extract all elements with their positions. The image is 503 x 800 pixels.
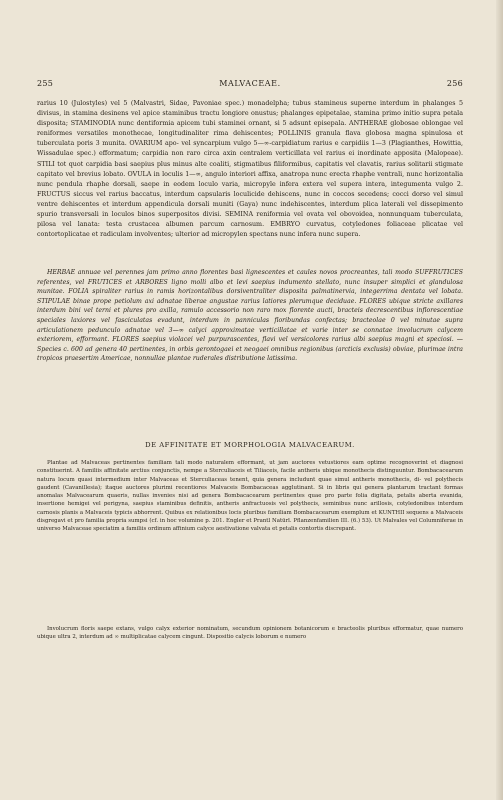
running-header <box>37 79 463 91</box>
page-number-left: 255 <box>37 79 54 88</box>
paragraph-involucre: Involucrum floris saepe extans, vulgo calyx exterior nominatum, secundum opinionem botanicorum e bracteolis pluribus efformatur, quae numero ubique ultra 2, interdum ad ∞ multiplicatae calycem cingunt. Dispositio calycis loborum e numero <box>37 626 463 641</box>
section-heading: DE AFFINITATE ET MORPHOLOGIA MALVACEARUM. <box>145 441 355 449</box>
running-title: MALVACEAE. <box>219 79 281 88</box>
paragraph-affinity: Plantae ad Malvaceas pertinentes familiam tali modo naturalem efformant, ut jam auctores vetustiores eam optime recognoverint et diagnosi constituerint. A familiis affinitate arctius conjunctis, nempe a Sterculiaceis et Tiliaceis, facile antheris ubique monothecis distinguuntur. Bombacacearum natura locum quasi intermedium inter Malvaceas et Sterculiaceas tenent, quia genera includunt quae simul antheris monothecis, di- vel polythecis gaudent (Cavanillesia); itaque auctores plurimi recentiores Malvaceis Bombacaceas agglutinant. Si in libris qui genera plantarum tractant formas anomalas Malvacearum quaeris, nullas invenies nisi ad genera Bombacacearum pertinentes quae pro parte folia digitata, petalis aberta evanida, insertione hemigei vel perigyna, saepius staminibus definitis, antheris anfractuosis vel polythecis, seminibus nunc arillosis, cotyledonibus interdum carnosis planis a Malvaceis typicis abhorrent. Quibus ex relationibus locis pluribus familiam Bombacacearum exemplum et KUNTHII sequens a Malvaceis disgregavi et pro familia propria sumpsi (cf. in hoc volumine p. 201. Engler et Prantl Natürl. Pflanzenfamilien III. (6.) 53). Ut Malvales vel Columniferae in universo Malvaceae speciatim a familiis ordinum affinium calyce aestivatione valvata et petalis contortis discrepant. <box>37 460 463 533</box>
page-number-right: 256 <box>446 79 463 88</box>
paragraph-description: rarius 10 (Julostyles) vel 5 (Malvastri, Sidae, Pavoniae spec.) monadelpha; tubus stamineus superne interdum in phalanges 5 divisus, in stamina desinens vel apice staminibus tractu longiore onustus; phalanges epipetalae, stamina primo initio supra petala disposita; STAMINODIA nunc dentiformia apicem tubi staminei ornant, si 5 adsunt episepala. ANTHERAE globosae oblongae vel reniformes versatiles monothecae, longitudinaliter rima dehiscentes; POLLINIS granula flava globosa magna spinulosa et tuberculata poris 3 munita. OVARIUM apo- vel syncarpium vulgo 5—∞-carpidiatum rarius e carpidiis 1—3 (Plagianthes, Howittia, Wissadulae spec.) efformatum; carpidia non raro circa axin centralem verticillata vel rarius ei inordinate apposita (Malopeae). STILI tot quot carpidia basi saepius plus minus alte coaliti, stigmatibus filiformibus, capitatis vel clavatis, rarius solitarii stigmate capitato vel brevius lobato. OVULA in loculis 1—∞, angulo interiori affixa, anatropa nunc erecta rhaphe ventrali, nunc horizontalia nunc pendula rhaphe dorsali, saepe in eodem loculo varia, micropyle infera extera vel supera intera, integumenta vulgo 2. FRUCTUS siccus vel rarius baccatus, interdum capsularis loculicide dehiscens, nunc in coccos secedens; cocci dorso vel simul ventre dehiscentes et interdum appendicula dorsali muniti (Gaya) nunc indehiscentes, interdum plica laterali vel dissepimento spurio transversali in loculos binos superpositos divisi. SEMINA reniformia vel ovata vel obovoidea, nonnunquam tuberculata, pilosa vel lanata: testa crustacea albumen parcum carnosum. EMBRYO curvatus, cotyledones foliaceae plicatae vel contortoplicatae et radiculam involventes; ulterior ad micropylen spectans nunc infera nunc supera. <box>37 100 463 239</box>
page-gutter-shadow <box>496 0 503 800</box>
paragraph-habit: HERBAE annuae vel perennes jam primo anno florentes basi lignescentes et caules novos procreantes, tali modo SUFFRUTICES referentes, vel FRUTICES et ARBORES ligno molli albo et levi saepius indumento stellato, nunc insuper simplici et glandulosa munitae. FOLIA spiraliter rarius in ramis horizontalibus dorsiventraliter disposita palmatinervia, integerrima dentata vel lobata. STIPULAE binae prope petiolum axi adnatae liberae angustae rarius latiores plerumque deciduae. FLORES ubique stricte axillares interdum bini vel terni et plures pro axilla, ramulo accessorio non raro mox florente aucti, bracteis decrescentibus inflorescentiae speciales laxiores vel fasciculatas evadunt, interdum in panniculas floribundas confectas; bracteolae 0 vel minutae supra articulationem pedunculo adnatae vel 3—∞ calyci approximatae verticillatae et varie inter se connatae involucrum calycem exteriorem, efformant. FLORES saepius violacei vel purpurascentes, flavi vel versicolores rarius albi saepius magni et speciosi. — Species c. 600 ad genera 40 pertinentes, in orbis gerontogaei et neogaei omnibus regionibus (arcticis exclusis) obviae, plurimae intra tropicos praesertim Americae, nonnullae plantae ruderales distributione latissima. <box>37 269 463 363</box>
